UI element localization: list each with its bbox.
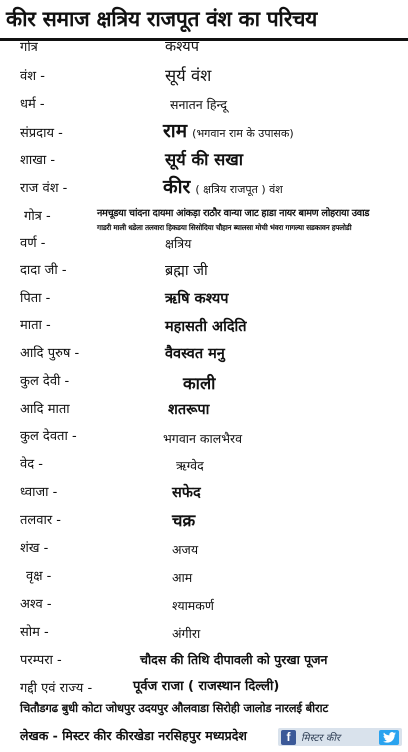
row-value: ब्रह्मा जी [165, 263, 208, 279]
row-value: चक्र [172, 511, 196, 530]
twitter-icon[interactable] [379, 730, 399, 745]
row-value: क्षत्रिय [165, 236, 192, 251]
row-value: वैवस्वत मनु [165, 346, 225, 362]
row-label: वर्ण - [20, 236, 46, 251]
row-label: गोत्र - [24, 209, 51, 224]
row-value: चौदस की तिथि दीपावली को पुरखा पूजन [140, 652, 328, 667]
row-label: दादा जी - [20, 263, 67, 278]
row-value: अंगीरा [172, 626, 201, 641]
row-label: शंख - [20, 541, 49, 556]
row-value-extra: (भगवान राम के उपासक) [192, 127, 294, 140]
page-title: कीर समाज क्षत्रिय राजपूत वंश का परिचय [6, 7, 318, 31]
badge-text: मिस्टर कीर [301, 733, 341, 744]
row-label: ध्वाजा - [20, 485, 58, 500]
row-label: शाखा - [20, 153, 56, 168]
row-value: काली [183, 374, 216, 393]
row-label: तलवार - [20, 513, 61, 528]
row-value: सफेद [172, 485, 201, 501]
row-label: कुल देवता - [20, 429, 77, 444]
row-label: कुल देवी - [20, 374, 70, 389]
row-value: पूर्वज राजा ( राजस्थान दिल्ली) [133, 679, 280, 694]
row-value: श्यामकर्ण [172, 598, 214, 613]
row-label: धर्म - [20, 97, 45, 112]
row-label: माता - [20, 318, 51, 333]
row-value: कश्यप [165, 39, 199, 55]
row-value: ऋग्वेद [176, 458, 204, 473]
row-value: कीर [163, 176, 191, 198]
row-label: सोम - [20, 625, 49, 640]
row-value-extra: ( क्षत्रिय राजपूत ) वंश [195, 183, 283, 196]
gotra-list: नमचूडया चांदना दायमा आंकड़ा राठौर वान्या जाट हाडा नायर बामण लोहराया उवाड [97, 208, 370, 219]
row-label: परम्परा - [20, 653, 62, 668]
row-value: महासती अदिति [165, 319, 247, 335]
row-label: गद्दी एवं राज्य - [20, 681, 93, 696]
gotra-list-extra: गाडरी माली धडेला तलवारा हिकडया सिसोदिया चौहान ब्यालसा मोची भंवरा गागल्या सडकावन हपलोडी [97, 223, 352, 232]
row-label: वेद - [20, 457, 43, 472]
row-value-group [163, 121, 294, 144]
row-value: राम [163, 120, 188, 142]
row-value: भगवान कालभैरव [163, 431, 243, 446]
row-label: आदि माता [20, 402, 70, 417]
row-label: गोत्र [20, 40, 38, 55]
author-line: लेखक - मिस्टर कीर कीरखेडा नरसिहपुर मध्यप्रदेश [20, 728, 247, 743]
row-label: वंश - [20, 69, 45, 84]
row-label: राज वंश - [20, 181, 68, 196]
row-value: सनातन हिन्दू [170, 97, 228, 112]
row-label: आदि पुरुष - [20, 346, 80, 361]
row-label: संप्रदाय - [20, 126, 63, 141]
row-label: अश्व - [20, 597, 52, 612]
row-value: सूर्य की सखा [165, 150, 244, 169]
row-value: आम [172, 570, 193, 585]
cities-line: चितौडगढ बुधी कोटा जोधपुर उदयपुर औलवाडा सिरोही जालोड नारलई बीराट [20, 701, 329, 715]
row-label: वृक्ष - [26, 569, 52, 584]
social-badge[interactable] [278, 728, 402, 746]
row-value-group [163, 177, 283, 200]
row-value: शतरूपा [168, 402, 210, 418]
row-value: ऋषि कश्यप [165, 291, 229, 307]
title-underline [0, 38, 408, 41]
row-value: अजय [172, 542, 199, 557]
row-value: सूर्य वंश [165, 66, 212, 85]
facebook-icon[interactable]: f [281, 730, 296, 745]
row-label: पिता - [20, 291, 51, 306]
